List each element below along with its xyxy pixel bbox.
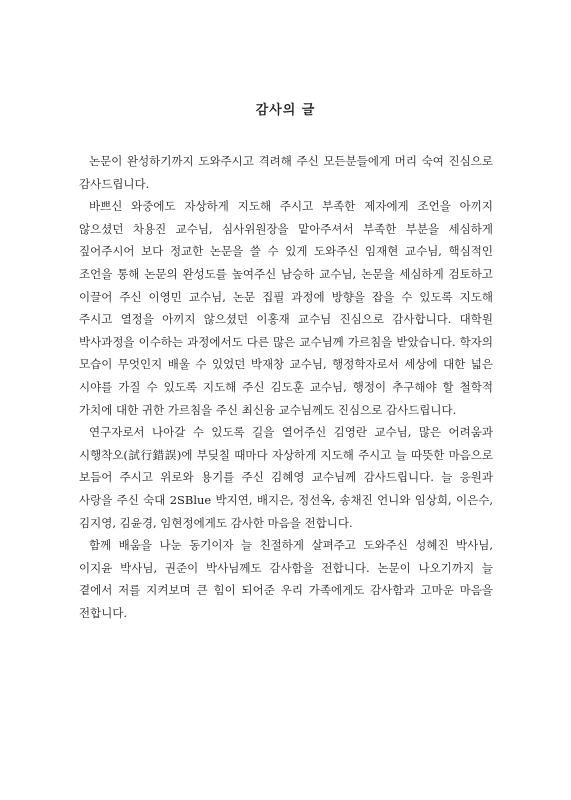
paragraph-2: 바쁘신 와중에도 자상하게 지도해 주시고 부족한 제자에게 조언을 아끼지 않으셨던 차용진 교수님, 심사위원장을 맡아주셔서 부족한 부분을 세심하게 짚어주시어 보다 정교한 논문을 쓸 수 있게 도와주신 임재현 교수님, 핵심적인 조언을 통해 논문의 완성도를 높여주신 남승하 교수님, 논문을 세심하게 검토하고 이끌어 주신 이영민 교수님, 논문 집필 과정에 방향을 잡을 수 있도록 지도해 주시고 열정을 아끼지 않으셨던 이홍재 교수님 진심으로 감사합니다. 대학원 박사과정을 이수하는 과정에서도 다른 많은 교수님께 가르침을 받았습니다. 학자의 모습이 무엇인지 배울 수 있었던 박재창 교수님, 행정학자로서 세상에 대한 넓은 시야를 가질 수 있도록 지도해 주신 김도훈 교수님, 행정이 추구해야 할 철학적 가치에 대한 귀한 가르침을 주신 최신융 교수님께도 진심으로 감사드립니다.	[79, 199, 493, 417]
paragraph-1: 논문이 완성하기까지 도와주시고 격려해 주신 모든분들에게 머리 숙여 진심으로 감사드립니다.	[79, 154, 493, 191]
paragraph-4: 함께 배움을 나눈 동기이자 늘 친절하게 살펴주고 도와주신 성혜진 박사님, 이지윤 박사님, 권준이 박사님께도 감사함을 전합니다. 논문이 나오기까지 늘 곁에서 저를 지켜보며 큰 힘이 되어준 우리 가족에게도 감사함과 고마운 마음을 전합니다.	[79, 538, 493, 620]
paragraph-3: 연구자로서 나아갈 수 있도록 길을 열어주신 김영란 교수님, 많은 어려움과 시행착오(試行錯誤)에 부딪칠 때마다 자상하게 지도해 주시고 늘 따뜻한 마음으로 보듬어 주시고 위로와 용기를 주신 김혜영 교수님께 감사드립니다. 늘 응원과 사랑을 주신 숙대 2SBlue 박지연, 배지은, 정선옥, 송채진 언니와 임상희, 이은수, 김지영, 김윤경, 임현정에게도 감사한 마음을 전합니다.	[79, 425, 493, 530]
acknowledgement-body	[79, 150, 493, 624]
page-title: 감사의 글	[255, 103, 316, 118]
